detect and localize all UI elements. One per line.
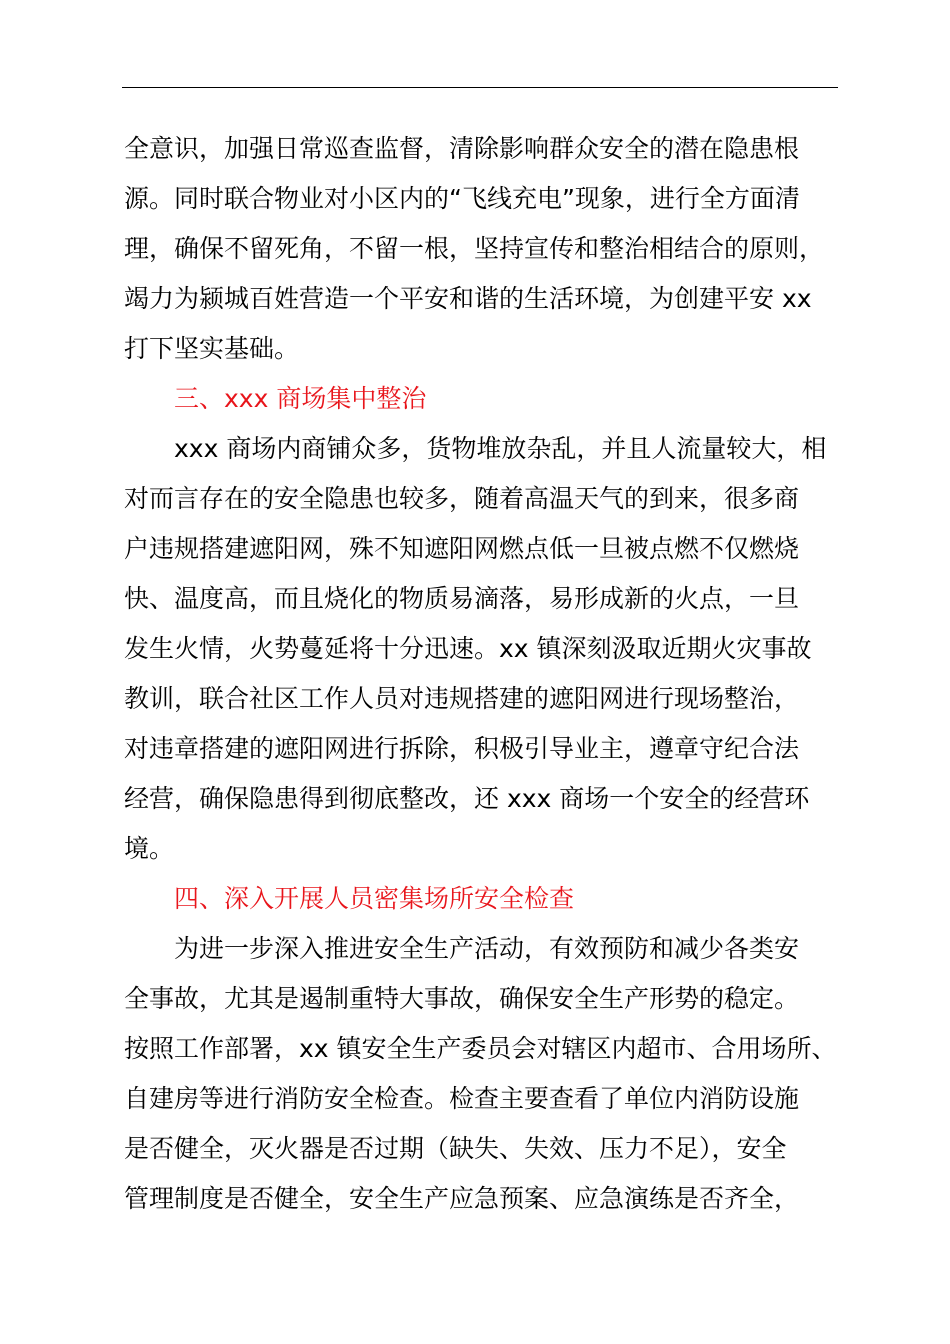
text-line: 对违章搭建的遮阳网进行拆除，积极引导业主，遵章守纪合法 — [124, 734, 800, 763]
text-line: 是否健全，灭火器是否过期（缺失、失效、压力不足），安全 — [124, 1134, 787, 1163]
text-line: 境。 — [124, 834, 175, 863]
section-heading-4: 四、深入开展人员密集场所安全检查 — [174, 884, 575, 913]
text-line: 全意识，加强日常巡查监督，清除影响群众安全的潜在隐患根 — [124, 134, 800, 163]
section-heading-3: 三、xxx 商场集中整治 — [174, 384, 427, 413]
text-line: 全事故，尤其是遏制重特大事故，确保安全生产形势的稳定。 — [124, 984, 800, 1013]
text-line: 打下坚实基础。 — [124, 334, 300, 363]
text-line: 按照工作部署，xx 镇安全生产委员会对辖区内超市、合用场所、 — [124, 1034, 837, 1063]
text-line: 竭力为颍城百姓营造一个平安和谐的生活环境，为创建平安 xx — [124, 284, 812, 313]
text-line: 对而言存在的安全隐患也较多，随着高温天气的到来，很多商 — [124, 484, 800, 513]
text-line: 自建房等进行消防安全检查。检查主要查看了单位内消防设施 — [124, 1084, 800, 1113]
header-rule — [122, 87, 838, 88]
text-line: 教训，联合社区工作人员对违规搭建的遮阳网进行现场整治， — [124, 684, 800, 713]
text-line: 经营，确保隐患得到彻底整改，还 xxx 商场一个安全的经营环 — [124, 784, 810, 813]
text-line: 户违规搭建遮阳网，殊不知遮阳网燃点低一旦被点燃不仅燃烧 — [124, 534, 800, 563]
paragraph-first-line: xxx 商场内商铺众多，货物堆放杂乱，并且人流量较大，相 — [174, 434, 827, 463]
text-line: 快、温度高，而且烧化的物质易滴落，易形成新的火点，一旦 — [124, 584, 800, 613]
text-line: 理，确保不留死角，不留一根，坚持宣传和整治相结合的原则， — [124, 234, 825, 263]
text-line: 发生火情，火势蔓延将十分迅速。xx 镇深刻汲取近期火灾事故 — [124, 634, 812, 663]
paragraph-first-line: 为进一步深入推进安全生产活动，有效预防和减少各类安 — [174, 934, 800, 963]
document-body — [124, 124, 842, 1224]
text-line: 源。同时联合物业对小区内的“飞线充电”现象，进行全方面清 — [124, 184, 800, 213]
text-line: 管理制度是否健全，安全生产应急预案、应急演练是否齐全， — [124, 1184, 800, 1213]
